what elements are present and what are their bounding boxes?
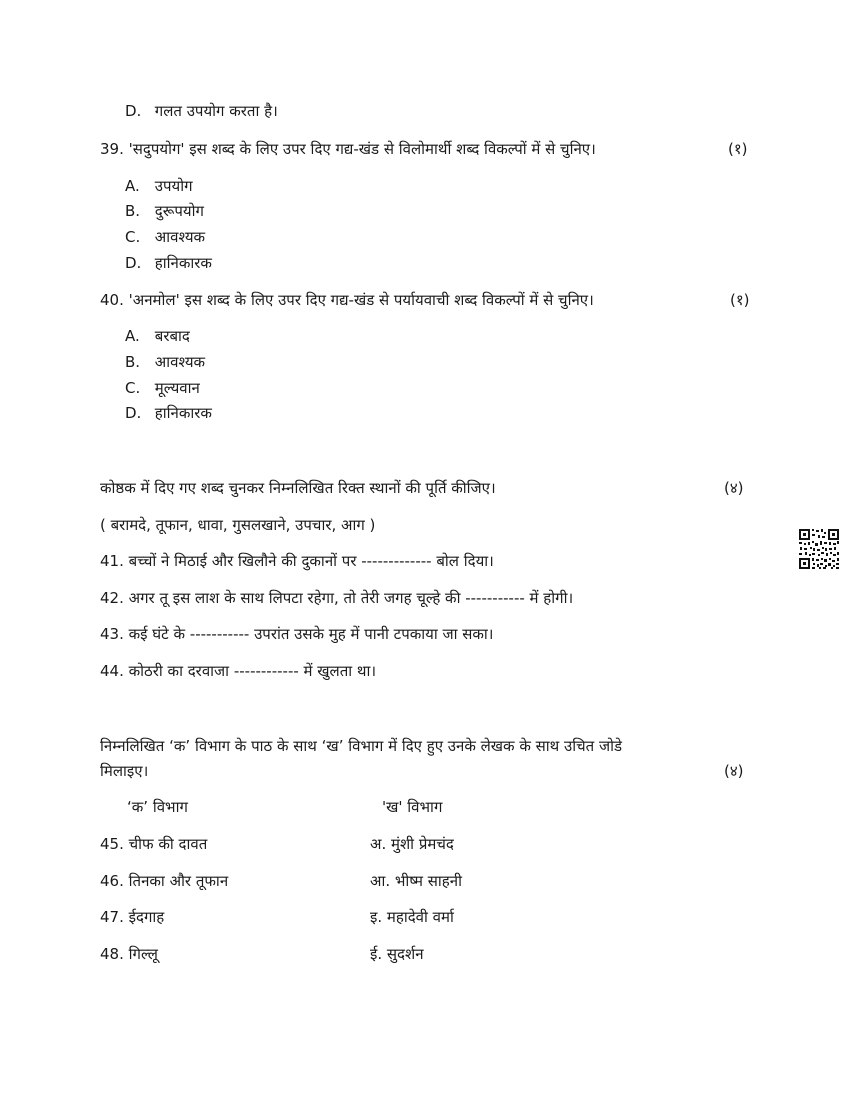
column-b-header: 'ख' विभाग — [382, 798, 443, 816]
match-row-47 — [100, 907, 164, 927]
option-text: गलत उपयोग करता है। — [154, 102, 278, 120]
option-letter: A. — [125, 327, 140, 345]
column-a-item: चीफ की दावत — [128, 835, 208, 853]
question-40 — [100, 290, 594, 310]
q39-option-d — [125, 253, 212, 273]
q40-option-b — [125, 352, 205, 372]
column-b-item: इ. महादेवी वर्मा — [370, 908, 454, 926]
question-42 — [100, 588, 573, 608]
option-text: हानिकारक — [154, 404, 212, 422]
option-letter: B. — [125, 353, 141, 371]
option-letter: D. — [125, 404, 142, 422]
option-letter: D. — [125, 254, 142, 272]
question-number: 39. — [100, 140, 124, 158]
question-number: 43. — [100, 625, 124, 643]
word-bank: ( बरामदे, तूफान, धावा, गुसलखाने, उपचार, आग ) — [100, 516, 376, 534]
q40-option-c — [125, 378, 200, 398]
option-text: मूल्यवान — [154, 379, 200, 397]
column-a-item: ईदगाह — [128, 908, 165, 926]
fill-blanks-instruction: कोष्ठक में दिए गए शब्द चुनकर निम्नलिखित रिक्त स्थानों की पूर्ति कीजिए। — [100, 479, 496, 497]
question-number: 46. — [100, 872, 124, 890]
question-number: 45. — [100, 835, 124, 853]
column-b-item: आ. भीष्म साहनी — [370, 872, 462, 890]
column-a-item: गिल्लू — [128, 945, 158, 963]
option-text: उपयोग — [154, 177, 193, 195]
question-text: 'अनमोल' इस शब्द के लिए उपर दिए गद्य-खंड से पर्यायवाची शब्द विकल्पों में से चुनिए। — [128, 291, 594, 309]
question-41 — [100, 551, 494, 571]
match-instruction-line2: मिलाइए। — [100, 762, 149, 780]
fill-blanks-marks: (४) — [724, 479, 744, 497]
question-text: बच्चों ने मिठाई और खिलौने की दुकानों पर ------------- बोल दिया। — [128, 552, 494, 570]
column-a-item: तिनका और तूफान — [128, 872, 229, 890]
question-number: 48. — [100, 945, 124, 963]
question-40-marks: (१) — [730, 291, 750, 309]
question-text: अगर तू इस लाश के साथ लिपटा रहेगा, तो तेरी जगह चूल्हे की ----------- में होगी। — [128, 589, 574, 607]
question-number: 42. — [100, 589, 124, 607]
q38-option-d — [125, 101, 278, 121]
option-text: दुरूपयोग — [154, 202, 204, 220]
option-letter: C. — [125, 228, 141, 246]
match-row-45 — [100, 834, 207, 854]
match-row-46 — [100, 871, 228, 891]
option-text: हानिकारक — [154, 254, 212, 272]
question-39 — [100, 139, 596, 159]
question-number: 41. — [100, 552, 124, 570]
match-instruction-line1: निम्नलिखित ‘क’ विभाग के पाठ के साथ ‘ख’ विभाग में दिए हुए उनके लेखक के साथ उचित जोडे — [100, 737, 622, 755]
column-b-item: ई. सुदर्शन — [370, 945, 424, 963]
column-a-header: ‘क’ विभाग — [127, 798, 188, 816]
q39-option-b — [125, 201, 204, 221]
q40-option-d — [125, 403, 212, 423]
option-text: बरबाद — [154, 327, 190, 345]
option-text: आवश्यक — [154, 353, 206, 371]
question-43 — [100, 624, 494, 644]
question-number: 40. — [100, 291, 124, 309]
match-marks: (४) — [724, 762, 744, 780]
q40-option-a — [125, 326, 190, 346]
column-b-item: अ. मुंशी प्रेमचंद — [370, 835, 454, 853]
question-39-marks: (१) — [728, 140, 748, 158]
option-text: आवश्यक — [154, 228, 206, 246]
question-text: 'सदुपयोग' इस शब्द के लिए उपर दिए गद्य-खंड से विलोमार्थी शब्द विकल्पों में से चुनिए। — [128, 140, 596, 158]
q39-option-a — [125, 176, 193, 196]
qr-code-icon — [798, 528, 840, 570]
question-number: 47. — [100, 908, 124, 926]
option-letter: B. — [125, 202, 141, 220]
option-letter: D. — [125, 102, 142, 120]
option-letter: C. — [125, 379, 141, 397]
match-row-48 — [100, 944, 158, 964]
option-letter: A. — [125, 177, 140, 195]
question-text: कोठरी का दरवाजा ------------ में खुलता था। — [128, 662, 377, 680]
q39-option-c — [125, 227, 205, 247]
question-text: कई घंटे के ----------- उपरांत उसके मुह में पानी टपकाया जा सका। — [128, 625, 494, 643]
question-number: 44. — [100, 662, 124, 680]
question-44 — [100, 661, 376, 681]
